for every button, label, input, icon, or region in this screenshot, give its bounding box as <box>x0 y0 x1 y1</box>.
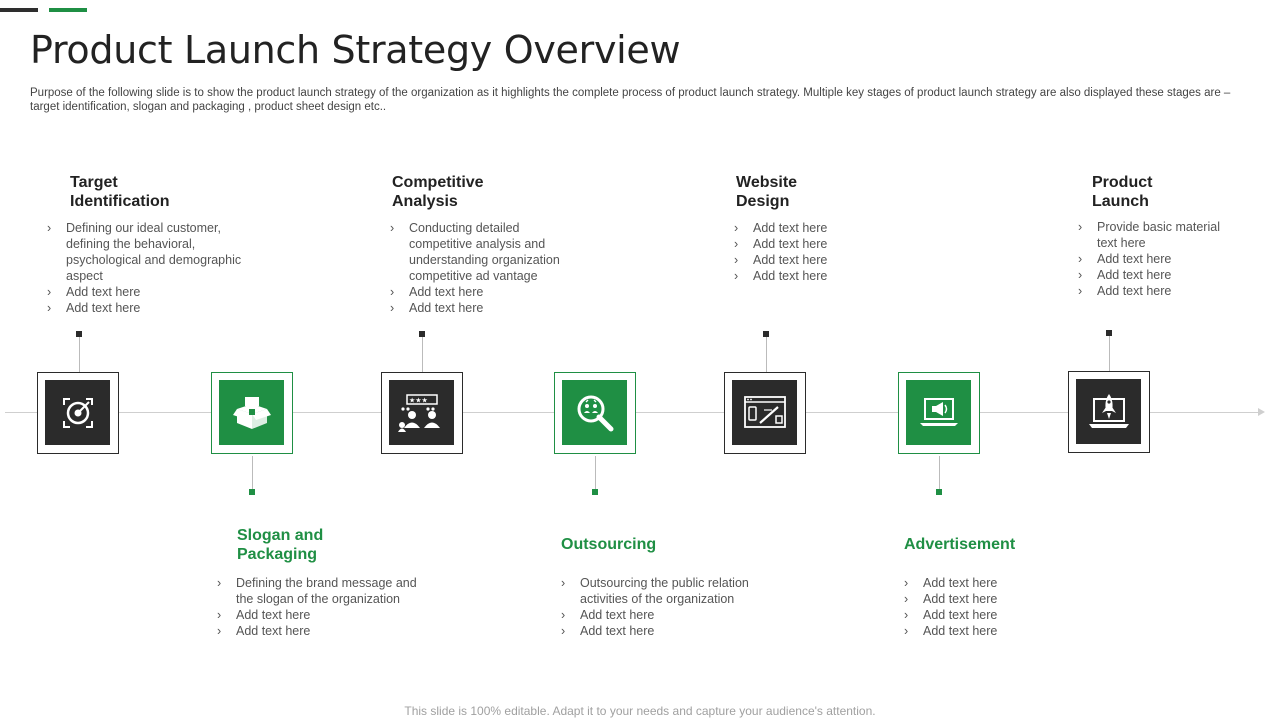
bullet-item: › Add text here <box>734 220 894 236</box>
connector-line <box>422 337 423 372</box>
slide-footer-note: This slide is 100% editable. Adapt it to your needs and capture your audience's attention. <box>404 704 876 718</box>
connector-line <box>595 456 596 489</box>
connector-line <box>766 337 767 372</box>
stage-bullets-advertisement <box>904 575 1064 639</box>
stage-bullets-target-identification <box>47 220 247 316</box>
bullet-item: › Add text here <box>734 236 894 252</box>
bullet-item: › Add text here <box>47 300 247 316</box>
svg-text:★★★: ★★★ <box>408 396 428 404</box>
stage-box-slogan-and-packaging <box>211 372 293 454</box>
bullet-item: › Defining the brand message and the slogan of the organization <box>217 575 417 607</box>
stage-bullets-outsourcing <box>561 575 771 639</box>
connector-dot <box>592 489 598 495</box>
bullet-item: › Add text here <box>1078 283 1228 299</box>
bullet-item: › Add text here <box>561 607 771 623</box>
stage-title-website-design: Website Design <box>736 174 798 210</box>
stage-title-product-launch: Product Launch <box>1092 174 1153 210</box>
stage-box-outsourcing <box>554 372 636 454</box>
top-accent-bar-dark <box>0 8 38 12</box>
bullet-item: › Add text here <box>904 591 1064 607</box>
connector-line <box>1109 336 1110 371</box>
stage-bullets-competitive-analysis <box>390 220 585 316</box>
bullet-item: › Add text here <box>734 252 894 268</box>
timeline-arrowhead <box>1258 408 1265 416</box>
stage-box-target-identification <box>37 372 119 454</box>
top-accent-bar-green <box>49 8 87 12</box>
bullet-item: › Defining our ideal customer, defining the behavioral, psychological and demographic aspect <box>47 220 247 284</box>
stage-title-outsourcing: Outsourcing <box>561 536 657 553</box>
bullet-item: › Add text here <box>47 284 247 300</box>
web-design-icon <box>742 393 788 433</box>
bullet-item: › Provide basic material text here <box>1078 219 1228 251</box>
connector-line <box>252 456 253 489</box>
connector-dot <box>249 489 255 495</box>
bullet-item: › Add text here <box>904 607 1064 623</box>
competitor-ratings-icon <box>398 393 446 433</box>
bullet-item: › Add text here <box>734 268 894 284</box>
bullet-item: › Add text here <box>390 300 585 316</box>
package-icon <box>231 392 273 434</box>
stage-bullets-website-design <box>734 220 894 284</box>
connector-line <box>939 456 940 489</box>
connector-line <box>79 337 80 372</box>
bullet-item: › Outsourcing the public relation activities of the organization <box>561 575 771 607</box>
bullet-item: › Add text here <box>904 623 1064 639</box>
connector-dot <box>936 489 942 495</box>
bullet-item: › Conducting detailed competitive analysis and understanding organization competitive ad vantage <box>390 220 585 284</box>
target-icon <box>58 393 98 433</box>
stage-title-advertisement: Advertisement <box>904 536 1016 553</box>
bullet-item: › Add text here <box>217 607 417 623</box>
stage-box-competitive-analysis <box>381 372 463 454</box>
bullet-item: › Add text here <box>217 623 417 639</box>
slide-purpose-text: Purpose of the following slide is to show the product launch strategy of the organization as it highlights the complete process of product launch strategy. Multiple key stages of product launch strategy are also displayed these stages are – target identification, slogan and packaging , product sheet design etc.. <box>30 87 1231 113</box>
bullet-item: › Add text here <box>1078 267 1228 283</box>
stage-title-target-identification: Target Identification <box>70 174 170 210</box>
stage-title-competitive-analysis: Competitive Analysis <box>392 174 484 210</box>
bullet-item: › Add text here <box>561 623 771 639</box>
stage-box-advertisement <box>898 372 980 454</box>
stage-bullets-product-launch <box>1078 219 1228 299</box>
bullet-item: › Add text here <box>904 575 1064 591</box>
search-magnifier-icon <box>574 392 616 434</box>
stage-bullets-slogan-and-packaging <box>217 575 417 639</box>
laptop-megaphone-icon <box>917 393 961 433</box>
bullet-item: › Add text here <box>390 284 585 300</box>
rocket-laptop-icon <box>1086 391 1132 433</box>
slide-title: Product Launch Strategy Overview <box>30 28 681 72</box>
bullet-item: › Add text here <box>1078 251 1228 267</box>
stage-title-slogan-and-packaging: Slogan and Packaging <box>237 527 324 563</box>
stage-box-product-launch <box>1068 371 1150 453</box>
stage-box-website-design <box>724 372 806 454</box>
